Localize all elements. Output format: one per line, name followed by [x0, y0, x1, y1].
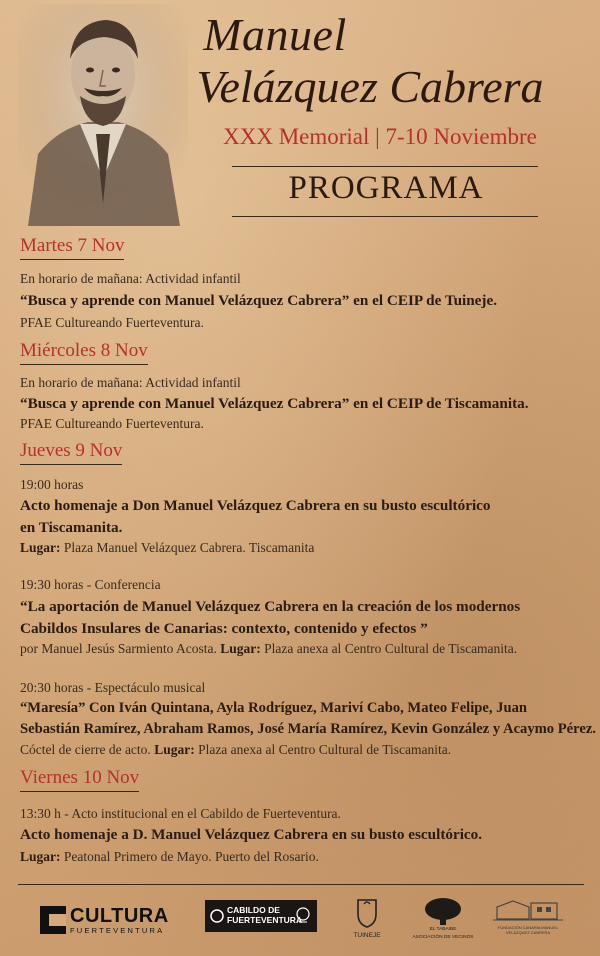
tuineje-shield-icon — [356, 896, 378, 928]
tuineje-logo — [347, 896, 387, 942]
cabildo-line-2: FUERTEVENTURA — [227, 915, 303, 925]
event-title: “Busca y aprende con Manuel Velázquez Cabrera” en el CEIP de Tiscamanita. — [20, 395, 529, 412]
place-label: Lugar: — [154, 742, 195, 757]
cabildo-line-1: CABILDO DE — [227, 905, 280, 915]
tabaibe-subtitle: ASOCIACIÓN DE VECINOS — [412, 935, 474, 940]
cultura-logo-icon — [40, 906, 66, 934]
place-value: Plaza anexa al Centro Cultural de Tiscamanita. — [198, 742, 452, 757]
event-title: Cabildos Insulares de Canarias: contexto, contenido y efectos ” — [20, 620, 428, 637]
day-heading: Jueves 9 Nov — [20, 440, 122, 465]
title-line-2: Velázquez Cabrera — [196, 61, 544, 112]
day-heading: Miércoles 8 Nov — [20, 340, 148, 365]
title-line-1: Manuel — [203, 9, 347, 60]
place-label: Lugar: — [220, 641, 261, 656]
tabaibe-logo — [408, 896, 478, 944]
cultura-subtitle: FUERTEVENTURA — [70, 926, 165, 935]
cabildo-logo-icon — [210, 909, 224, 923]
place-label: Lugar: — [20, 849, 61, 864]
cultura-logo — [40, 905, 175, 935]
place-label: Lugar: — [20, 540, 61, 555]
event-place — [20, 849, 319, 865]
event-note: PFAE Cultureando Fuerteventura. — [20, 416, 204, 431]
event-note: PFAE Cultureando Fuerteventura. — [20, 315, 204, 330]
day-heading: Viernes 10 Nov — [20, 767, 139, 792]
event-title: Sebastián Ramírez, Abraham Ramos, José María Ramírez, Kevin González y Acaymo Pérez. — [20, 721, 596, 737]
event-title: en Tiscamanita. — [20, 519, 123, 536]
event-time: En horario de mañana: Actividad infantil — [20, 271, 241, 286]
divider — [232, 166, 538, 167]
section-title: PROGRAMA — [288, 170, 484, 206]
event-time: En horario de mañana: Actividad infantil — [20, 375, 241, 390]
fundacion-label: FUNDACIÓN CANARIA MANUEL VELÁZQUEZ CABRERA — [497, 925, 559, 935]
place-value: Plaza Manuel Velázquez Cabrera. Tiscamanita — [63, 540, 315, 555]
event-place — [20, 742, 451, 758]
cabildo-emblem-icon — [295, 906, 311, 926]
event-title: “La aportación de Manuel Velázquez Cabrera en la creación de los modernos — [20, 598, 521, 615]
event-place — [20, 540, 314, 556]
cabildo-logo — [205, 900, 317, 932]
closing: Cóctel de cierre de acto. — [20, 742, 151, 757]
tuineje-label: TUINEJE — [353, 932, 381, 939]
subtitle: XXX Memorial | 7-10 Noviembre — [223, 124, 537, 149]
event-time: 13:30 h - Acto institucional en el Cabildo de Fuerteventura. — [20, 806, 341, 821]
speaker: por Manuel Jesús Sarmiento Acosta. — [20, 641, 217, 656]
event-time: 19:00 horas — [20, 477, 84, 492]
event-title: “Busca y aprende con Manuel Velázquez Cabrera” en el CEIP de Tuineje. — [20, 292, 498, 309]
event-time: 19:30 horas - Conferencia — [20, 577, 161, 592]
tabaibe-name: EL TABAIBE — [429, 927, 457, 932]
fundacion-house-icon — [493, 895, 563, 921]
footer-divider — [18, 884, 584, 885]
tabaibe-tree-icon — [423, 896, 463, 926]
cultura-title: CULTURA — [70, 905, 169, 927]
event-title: Acto homenaje a D. Manuel Velázquez Cabrera en su busto escultórico. — [20, 826, 483, 843]
divider — [232, 216, 538, 217]
event-time: 20:30 horas - Espectáculo musical — [20, 680, 206, 695]
place-value: Peatonal Primero de Mayo. Puerto del Rosario. — [63, 849, 319, 864]
event-place — [20, 641, 517, 657]
event-title: “Maresía” Con Iván Quintana, Ayla Rodríguez, Mariví Cabo, Mateo Felipe, Juan — [20, 700, 527, 716]
fundacion-logo — [488, 895, 568, 945]
day-heading: Martes 7 Nov — [20, 235, 124, 260]
place-value: Plaza anexa al Centro Cultural de Tiscamanita. — [264, 641, 518, 656]
event-title: Acto homenaje a Don Manuel Velázquez Cabrera en su busto escultórico — [20, 497, 491, 514]
